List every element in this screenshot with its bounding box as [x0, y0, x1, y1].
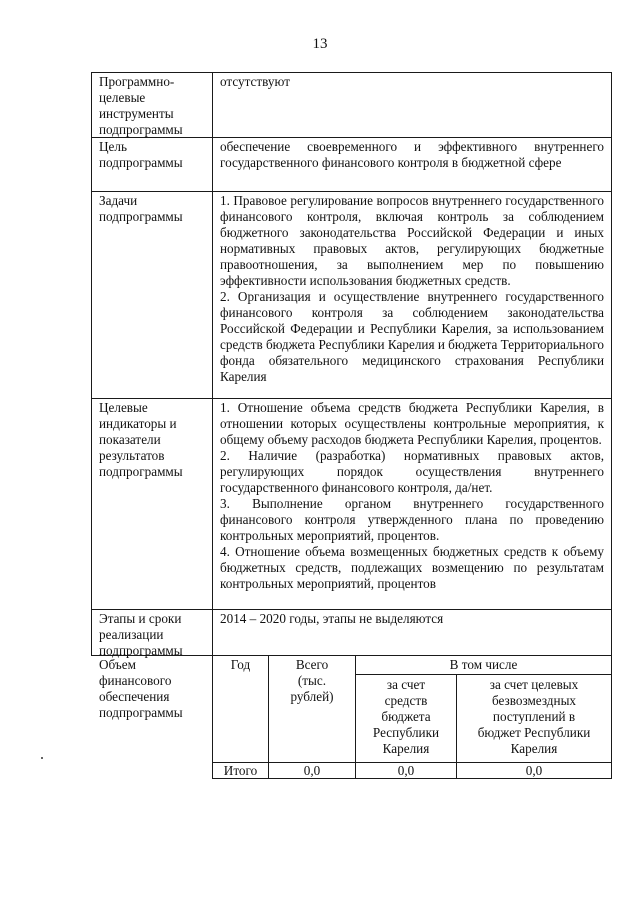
- finance-header-year: Год: [230, 657, 251, 672]
- row-content-goal: [220, 139, 604, 171]
- finance-total-label: Итого: [223, 763, 258, 778]
- content-paragraph: отсутствуют: [220, 74, 290, 89]
- finance-total-grants: 0,0: [525, 763, 543, 778]
- row-label-goal: Цель подпрограммы: [99, 139, 183, 170]
- scan-speck: [41, 757, 43, 759]
- row-divider: [91, 398, 612, 399]
- content-paragraph: 4. Отношение объема возмещенных бюджетных средств к объему бюджетных средств, подлежащих возмещению по результатам контрольных мероприятий, процентов: [220, 544, 604, 591]
- content-paragraph: 2. Наличие (разработка) нормативных правовых актов, регулирующих порядок осуществления внутреннего государственного финансового контроля, да/нет.: [220, 448, 604, 495]
- content-paragraph: 3. Выполнение органом внутреннего государственного финансового контроля утвержденного плана по проведению контрольных мероприятий, процентов.: [220, 496, 604, 543]
- row-label-indicators: Целевые индикаторы и показатели результатов подпрограммы: [99, 400, 183, 479]
- finance-total-budget: 0,0: [397, 763, 415, 778]
- page-number: 13: [312, 36, 328, 52]
- passport-table: [91, 72, 612, 779]
- column-divider: [91, 72, 92, 655]
- column-divider: [611, 72, 612, 779]
- content-paragraph: 1. Правовое регулирование вопросов внутреннего государственного финансового контроля, включая контроль за соблюдением бюджетного законодательства Российской Федерации и иных нормативных правовых актов, регулирующих бюджетные правоотношения, за выполнением мер по повышению эффективности использования бюджетных средств.: [220, 193, 604, 288]
- row-divider: [91, 72, 612, 73]
- row-label-instruments: Программно- целевые инструменты подпрограммы: [99, 74, 183, 137]
- row-label-financing: Объем финансового обеспечения подпрограммы: [99, 657, 183, 720]
- content-paragraph: 1. Отношение объема средств бюджета Республики Карелия, в отношении которых осуществлены контрольные мероприятия, к общему объему расходов бюджета Республики Карелия, процентов.: [220, 400, 604, 447]
- row-label-tasks: Задачи подпрограммы: [99, 193, 183, 224]
- finance-header-grants: за счет целевых безвозмездных поступлений в бюджет Республики Карелия: [477, 677, 591, 756]
- row-divider: [91, 609, 612, 610]
- row-label-stages: Этапы и сроки реализации подпрограммы: [99, 611, 183, 658]
- row-content-stages: [220, 611, 604, 627]
- finance-total-value: 0,0: [303, 763, 321, 778]
- finance-header-total: Всего (тыс. рублей): [290, 657, 334, 704]
- content-paragraph: 2. Организация и осуществление внутреннего государственного финансового контроля за соблюдением законодательства Российской Федерации и Республики Карелия, за использованием средств бюджета Республики Карелия и бюджета Территориального фонда обязательного медицинского страхования Республики Карелия: [220, 289, 605, 384]
- row-content-instruments: [220, 74, 604, 90]
- finance-header-including: В том числе: [449, 657, 518, 672]
- row-content-tasks: [220, 193, 604, 385]
- content-paragraph: 2014 – 2020 годы, этапы не выделяются: [220, 611, 444, 626]
- row-content-indicators: [220, 400, 604, 592]
- content-paragraph: обеспечение своевременного и эффективного внутреннего государственного финансового контроля в бюджетной сфере: [220, 139, 604, 170]
- row-divider: [355, 674, 612, 675]
- row-divider: [91, 191, 612, 192]
- finance-header-budget: за счет средств бюджета Республики Карелия: [372, 677, 440, 756]
